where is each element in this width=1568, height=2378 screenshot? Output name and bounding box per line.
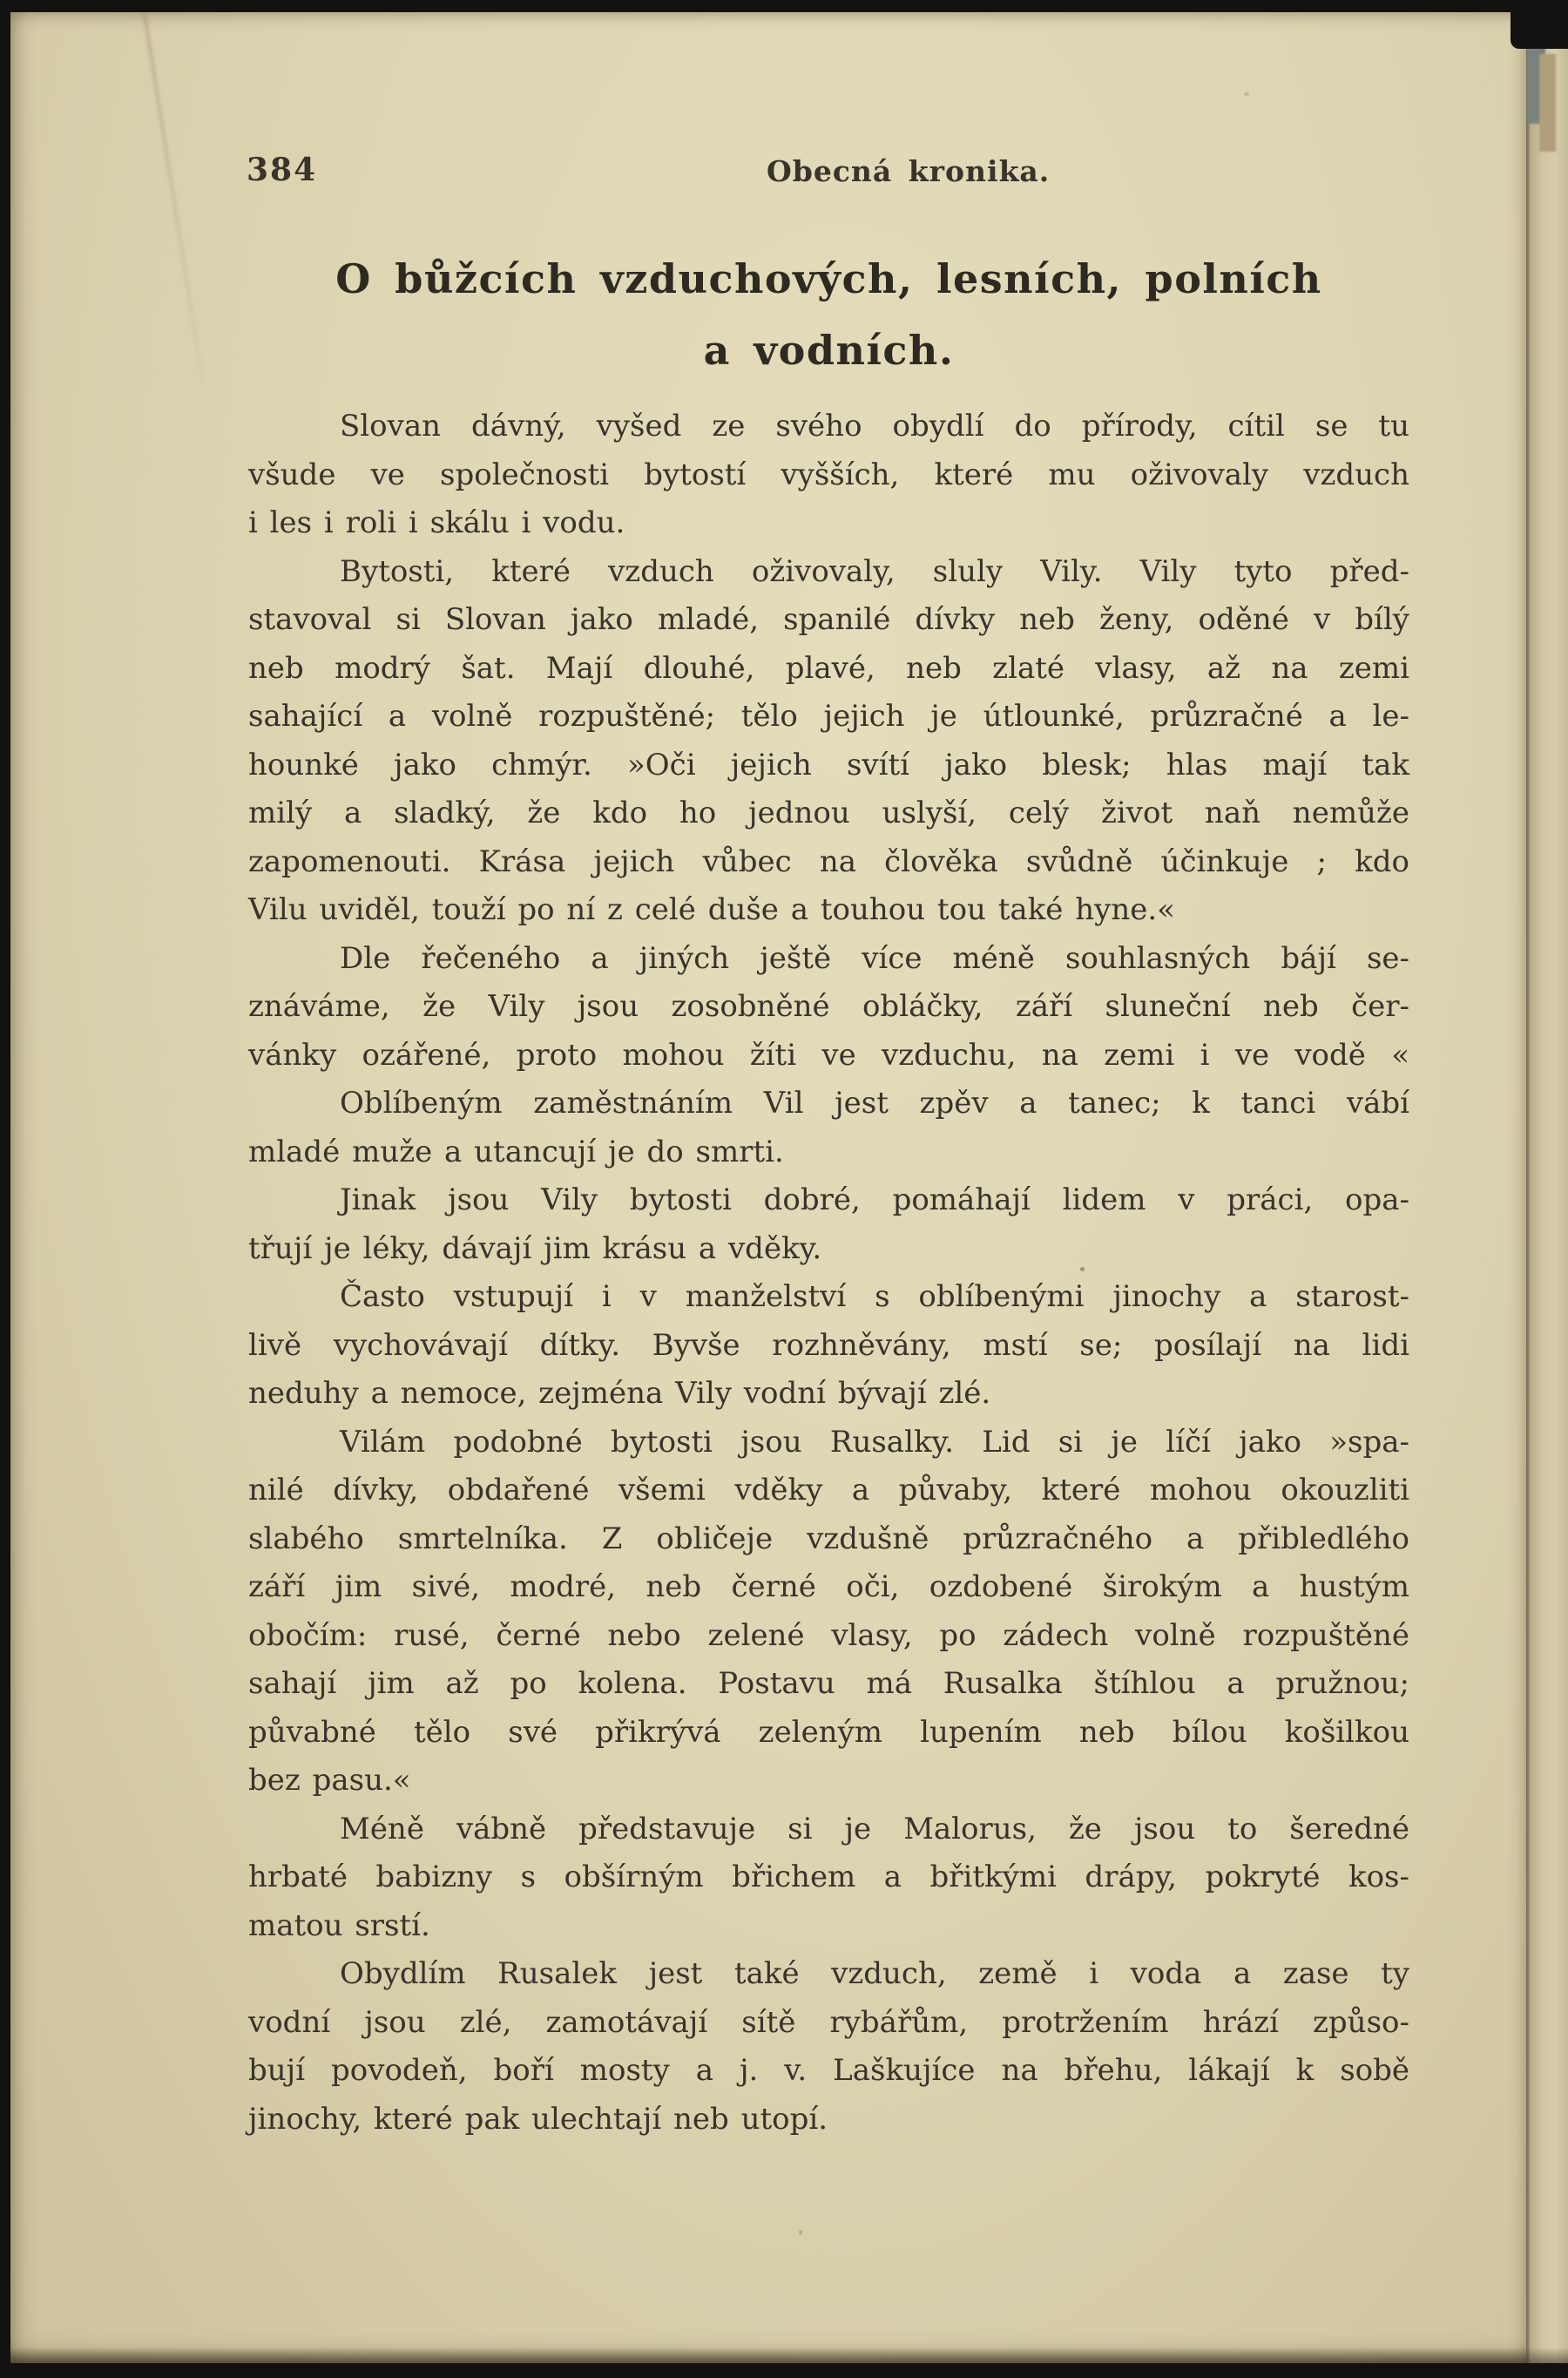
text-line: Oblíbeným zaměstnáním Vil jest zpěv a tanec; k tanci vábí bbox=[340, 1086, 1409, 1121]
text-line: matou srstí. bbox=[248, 1907, 430, 1943]
text-line: Slovan dávný, vyšed ze svého obydlí do přírody, cítil se tu bbox=[340, 409, 1409, 444]
text-line: vánky ozářené, proto mohou žíti ve vzduchu, na zemi i ve vodě « bbox=[248, 1037, 1409, 1073]
text-line: stavoval si Slovan jako mladé, spanilé dívky neb ženy, oděné v bílý bbox=[248, 602, 1409, 637]
text-line: hounké jako chmýr. »Oči jejich svítí jako blesk; hlas mají tak bbox=[248, 747, 1409, 783]
scan-border-top-right bbox=[1511, 0, 1568, 49]
text-line: Dle řečeného a jiných ještě více méně souhlasných bájí se- bbox=[340, 940, 1409, 976]
text-line: neb modrý šat. Mají dlouhé, plavé, neb zlaté vlasy, až na zemi bbox=[248, 650, 1409, 686]
text-line: Bytosti, které vzduch oživovaly, sluly Vily. Vily tyto před- bbox=[340, 553, 1409, 589]
text-line: obočím: rusé, černé nebo zelené vlasy, po zádech volně rozpuštěné bbox=[248, 1617, 1409, 1653]
paper-speck bbox=[1244, 92, 1249, 96]
text-line: vodní jsou zlé, zamotávají sítě rybářům, protržením hrází způso- bbox=[248, 2004, 1409, 2040]
text-line: Vilu uviděl, touží po ní z celé duše a touhou tou také hyne.« bbox=[248, 892, 1175, 927]
text-line: jinochy, které pak ulechtají neb utopí. bbox=[248, 2101, 828, 2137]
text-line: milý a sladký, že kdo ho jednou uslyší, celý život naň nemůže bbox=[248, 796, 1409, 830]
text-line: znáváme, že Vily jsou zosobněné obláčky, září sluneční neb čer- bbox=[248, 989, 1409, 1024]
text-line: sahající a volně rozpuštěné; tělo jejich je útlounké, průzračné a le- bbox=[248, 699, 1409, 734]
page-bottom-shadow bbox=[0, 2348, 1568, 2363]
scan-border-top bbox=[0, 0, 1568, 12]
running-header: Obecná kronika. bbox=[767, 154, 1051, 188]
scan-border-left bbox=[0, 0, 10, 2378]
text-line: září jim sivé, modré, neb černé oči, ozdobené širokým a hustým bbox=[248, 1569, 1409, 1604]
paper-speck bbox=[799, 2230, 802, 2235]
scan-artifact-tan bbox=[1539, 54, 1556, 152]
text-line: hrbaté babizny s obšírným břichem a břitkými drápy, pokryté kos- bbox=[248, 1860, 1409, 1894]
text-line: všude ve společnosti bytostí vyšších, které mu oživovaly vzduch bbox=[248, 457, 1409, 492]
text-line: nilé dívky, obdařené všemi vděky a půvaby, které mohou okouzliti bbox=[248, 1473, 1409, 1507]
text-line: Méně vábně představuje si je Malorus, že jsou to šeredné bbox=[340, 1811, 1409, 1846]
text-line: bez pasu.« bbox=[248, 1763, 411, 1798]
text-line: třují je léky, dávají jim krásu a vděky. bbox=[248, 1230, 822, 1266]
text-line: Jinak jsou Vily bytosti dobré, pomáhají lidem v práci, opa- bbox=[340, 1182, 1409, 1217]
chapter-title bbox=[248, 254, 1409, 375]
text-line: Vilám podobné bytosti jsou Rusalky. Lid si je líčí jako »spa- bbox=[340, 1424, 1409, 1460]
chapter-title-line1: O bůžcích vzduchových, lesních, polních bbox=[335, 255, 1322, 302]
text-line: bují povodeň, boří mosty a j. v. Laškujíce na břehu, lákají k sobě bbox=[248, 2053, 1409, 2088]
text-line: slabého smrtelníka. Z obličeje vzdušně průzračného a přibledlého bbox=[248, 1521, 1409, 1556]
text-line: neduhy a nemoce, zejména Vily vodní bývají zlé. bbox=[248, 1376, 991, 1411]
body-text bbox=[248, 403, 1409, 2144]
book-page bbox=[10, 12, 1526, 2363]
text-line: zapomenouti. Krása jejich vůbec na člověka svůdně účinkuje ; kdo bbox=[248, 843, 1409, 879]
text-line: i les i roli i skálu i vodu. bbox=[248, 505, 625, 540]
text-line: Obydlím Rusalek jest také vzduch, země i voda a zase ty bbox=[340, 1956, 1409, 1991]
text-line: mladé muže a utancují je do smrti. bbox=[248, 1134, 784, 1169]
scan-border-bottom bbox=[0, 2363, 1568, 2378]
chapter-title-line2: a vodních. bbox=[703, 327, 955, 374]
text-line: Často vstupují i v manželství s oblíbenými jinochy a starost- bbox=[340, 1279, 1409, 1314]
paper-crease bbox=[143, 12, 204, 383]
text-line: livě vychovávají dítky. Byvše rozhněvány, mstí se; posílají na lidi bbox=[248, 1327, 1409, 1363]
text-line: sahají jim až po kolena. Postavu má Rusalka štíhlou a pružnou; bbox=[248, 1666, 1409, 1701]
text-line: půvabné tělo své přikrývá zeleným lupením neb bílou košilkou bbox=[248, 1714, 1409, 1750]
page-number: 384 bbox=[247, 152, 318, 188]
adjacent-page-edge bbox=[1530, 0, 1568, 2378]
